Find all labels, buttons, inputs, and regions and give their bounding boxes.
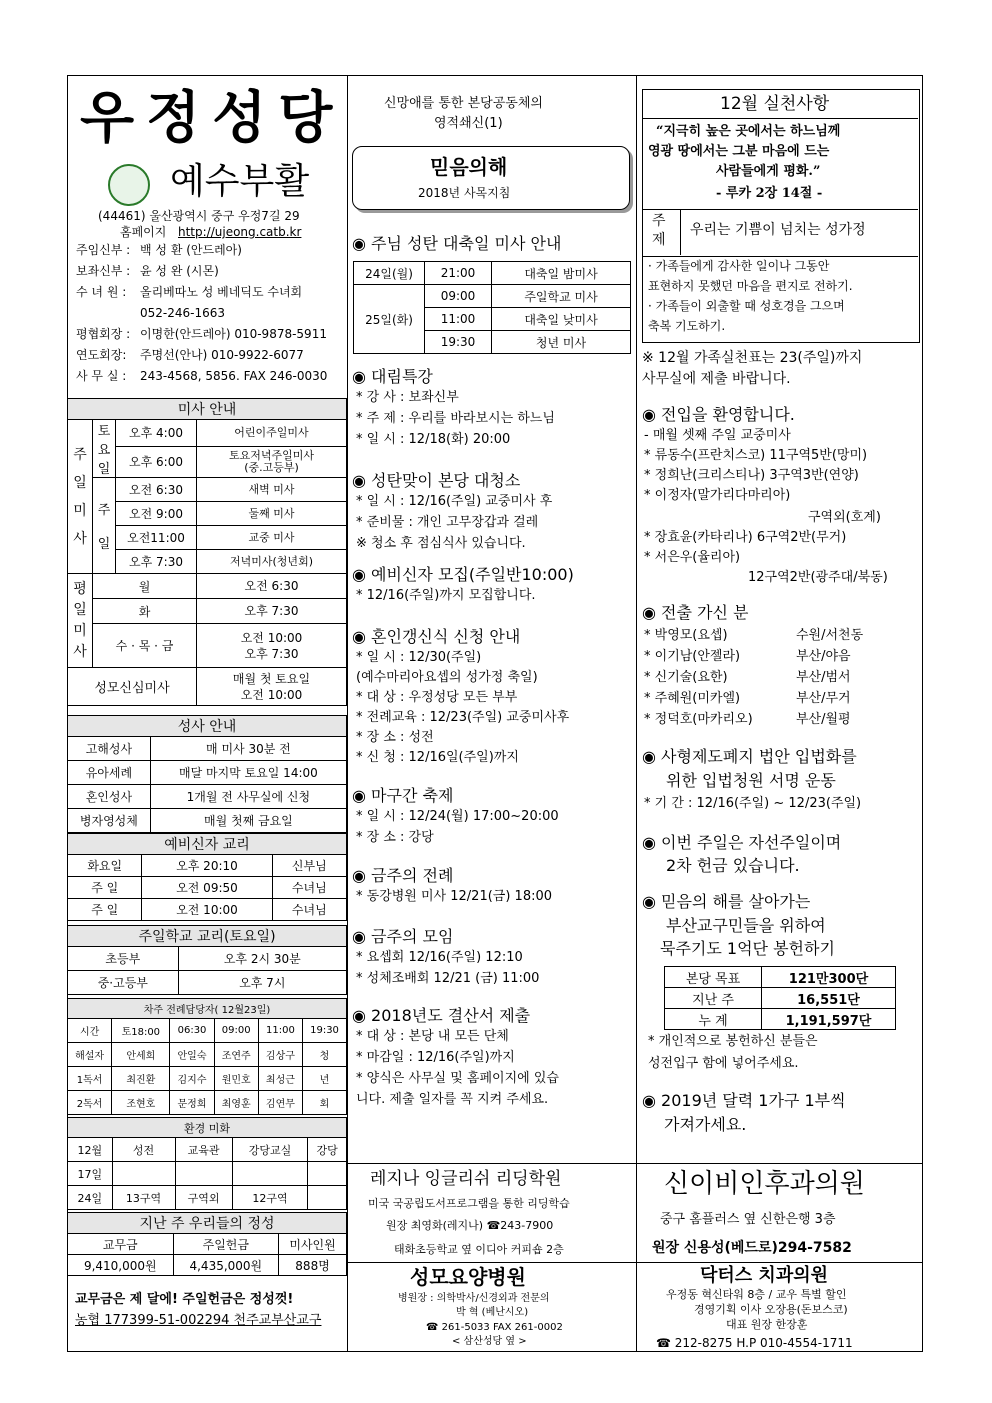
table-row [68,1213,347,1234]
column-divider [347,75,348,1352]
quote-line3: 사람들에게 평화.” [716,164,821,179]
section-title: ◉ 주님 성탄 대축일 미사 안내 [352,234,562,253]
table-cell: 최영훈 [214,1091,258,1115]
ad-clinic-line: 원장 신용성(베드로)294-7582 [652,1240,852,1256]
table-row [68,716,347,737]
sacrament-table [67,715,347,833]
section-line: * 마감일 : 12/16(주일)까지 [356,1050,515,1065]
ad-clinic-title: 신이비인후과의원 [664,1169,865,1199]
table-title: 차주 전례담당자( 12월23일) [68,999,347,1019]
table-row [68,999,347,1019]
year-subtitle: 2018년 사목지침 [418,186,511,200]
table-cell: 주 일 [68,899,142,921]
table-row [68,1162,347,1186]
table-header: 11:00 [258,1019,302,1043]
submit-notice: ※ 12월 가족실천표는 23(주일)까지 [642,350,863,366]
table-row [68,1043,347,1067]
table-row [68,1118,347,1138]
table-cell: 수녀님 [272,899,346,921]
ad-hospital-line: < 삼산성당 옆 > [452,1336,527,1347]
ad-hospital-line: 박 혁 (베난시오) [456,1307,529,1318]
year-title: 믿음의해 [430,155,508,179]
homepage-label: 홈페이지 [120,225,167,239]
staff-role: 수 녀 원 : [76,285,127,299]
section-line: * 성체조배회 12/21 (금) 11:00 [356,971,540,986]
table-cell: 조현호 [112,1091,170,1115]
liturgy-table [67,998,347,1115]
table-title: 환경 미화 [68,1118,347,1138]
table-cell: 초등부 [68,947,179,971]
table-row [68,899,347,921]
table-row [68,624,347,668]
table-row [68,478,347,502]
table-cell: 혼인성사 [68,785,151,809]
table-cell: 오후 20:10 [142,855,272,877]
column-divider [636,75,637,1352]
section-line: * 요셉회 12/16(주일) 12:10 [356,950,523,965]
table-cell: 오전 10:00 [142,899,272,921]
christmas-mass-table [353,261,631,354]
staff-name: 올리베따노 성 베네딕도 수녀회 [140,285,303,299]
table-cell: 오전 09:50 [142,877,272,899]
mass-name: 어린이주일미사 [197,420,347,447]
mass-name: 교중 미사 [197,526,347,550]
table-cell: 17일 [68,1162,113,1186]
table-row [68,1255,347,1276]
table-cell: 지난 주 [665,988,762,1009]
practice-line: 축복 기도하기. [648,319,726,333]
table-header: 미사인원 [279,1234,347,1255]
table-cell: 년 [303,1067,347,1091]
special-mass-time: 매월 첫 토요일 오전 10:00 [197,668,347,706]
address: (44461) 울산광역시 중구 우정7길 29 [98,209,300,223]
weekday-day: 화 [93,599,197,624]
table-cell: 고해성사 [68,737,151,761]
table-row [68,737,347,761]
section-title: ◉ 혼인갱신식 신청 안내 [352,627,521,646]
table-row [68,574,347,599]
section-line: * 신 청 : 12/16일(주일)까지 [356,750,519,765]
section-line: * 대 상 : 우정성당 모든 부부 [356,690,518,705]
moved-place: 부산/무거 [796,691,851,706]
section-title: ◉ 2018년도 결산서 제출 [352,1006,531,1025]
table-cell: 최진환 [112,1067,170,1091]
staff-name: 이명한(안드레아) 010-9878-5911 [140,327,327,341]
theme-text: 우리는 기쁨이 넘치는 성가정 [690,222,866,238]
ad-dental-line: 우정동 혁신타워 8층 / 교우 특별 할인 [666,1288,847,1301]
parish-title: 우정성당 [80,85,345,151]
table-row [68,1091,347,1115]
section-line: * 일 시 : 12/24(월) 17:00~20:00 [356,809,559,824]
section-title: ◉ 대림특강 [352,367,433,386]
table-row [68,877,347,899]
submit-notice: 사무실에 제출 바랍니다. [642,371,791,387]
table-cell: 16,551단 [762,988,896,1009]
weekday-mass-label: 평 일 미 사 [68,574,93,668]
table-row [68,1019,347,1043]
table-header: 강당 [308,1138,347,1162]
table-row [68,926,347,947]
table-row [68,971,347,995]
section-line: * 양식은 사무실 및 홈페이지에 있습 [356,1071,559,1086]
homepage-link[interactable]: http://ujeong.catb.kr [178,225,302,239]
table-cell: 11:00 [425,308,492,331]
section-title: ◉ 2019년 달력 1가구 1부씩 [642,1091,846,1110]
table-cell: 19:30 [425,331,492,354]
table-header: 토18:00 [112,1019,170,1043]
table-cell: 24일(월) [354,262,425,285]
mass-time: 오전11:00 [116,526,197,550]
section-line: * 장 소 : 강당 [356,830,434,845]
section-line: * 동강병원 미사 12/21(금) 18:00 [356,889,553,904]
table-header: 09:00 [214,1019,258,1043]
welcome-line: * 류동수(프란치스코) 11구역5반(망미) [644,448,868,463]
table-title: 지난 주 우리들의 정성 [68,1213,347,1234]
section-line: * 준비물 : 개인 고무장갑과 걸레 [356,515,539,530]
ad-academy-line: 미국 국공립도서프로그램을 통한 리딩학습 [368,1197,570,1210]
table-title: 주일학교 교리(토요일) [68,926,347,947]
ad-clinic-line: 중구 홈플러스 옆 신한은행 3층 [660,1212,836,1227]
divider [642,118,918,119]
section-title: 부산교구민들을 위하여 [666,916,826,935]
cleaning-table [67,1117,347,1210]
table-cell: 김지수 [170,1067,214,1091]
section-line: * 일 시 : 12/30(주일) [356,650,482,665]
offering-table [67,1212,347,1276]
theme-line1: 신망애를 통한 본당공동체의 [384,96,543,111]
ad-academy-title: 레지나 잉글리쉬 리딩학원 [370,1169,562,1189]
table-header: 시간 [68,1019,112,1043]
table-cell: 1,191,597단 [762,1009,896,1030]
table-cell: 조연주 [214,1043,258,1067]
ad-dental-line: ☎ 212-8275 H.P 010-4554-1711 [656,1336,853,1350]
moved-place: 부산/야음 [796,649,851,664]
ad-dental-line: 대표 원장 한장훈 [726,1318,808,1331]
mass-time: 오후 6:00 [116,446,197,477]
table-row [68,1067,347,1091]
moved-name: * 주혜원(미카엘) [644,691,741,706]
table-title: 예비신자 교리 [68,834,347,855]
section-title: 2차 헌금 있습니다. [666,856,800,875]
brand-text: 예수부활 [170,161,310,202]
staff-name: 백 성 환 (안드레아) [140,243,242,257]
theme-line2: 영적쇄신(1) [434,116,503,131]
staff-name: 052-246-1663 [140,306,226,320]
moved-name: * 신기술(요한) [644,670,728,685]
table-cell: 주일학교 미사 [492,285,631,308]
mass-time: 오후 4:00 [116,420,197,447]
table-cell [232,1162,308,1186]
weekday-day: 수 · 목 · 금 [93,624,197,668]
staff-name: 주명선(안나) 010-9922-6077 [140,348,304,362]
mass-name: 새벽 미사 [197,478,347,502]
ad-dental-title: 닥터스 치과의원 [700,1265,828,1286]
table-cell: 청년 미사 [492,331,631,354]
table-header: 19:30 [303,1019,347,1043]
ad-dental-line: 경영기획 이사 오장용(돈보스코) [694,1303,848,1316]
table-cell: 주 일 [68,877,142,899]
section-title: ◉ 이번 주일은 자선주일이며 [642,833,842,852]
table-header: 성전 [112,1138,175,1162]
table-title: 성사 안내 [68,716,347,737]
section-title: ◉ 금주의 모임 [352,927,454,946]
sunday-school-table [67,925,347,995]
welcome-line: 12구역2반(광주대/북동) [748,570,888,585]
section-line: * 일 시 : 12/18(화) 20:00 [356,432,511,447]
table-row [68,420,347,447]
weekday-time: 오전 6:30 [197,574,347,599]
section-line: ※ 청소 후 점심식사 있습니다. [356,536,526,551]
moved-name: * 정덕호(마카리오) [644,712,753,727]
section-title: 묵주기도 1억단 봉헌하기 [660,939,835,958]
table-cell: 안세희 [112,1043,170,1067]
mass-time: 오전 9:00 [116,502,197,526]
table-row [68,668,347,706]
staff-role: 연도회장: [76,348,127,362]
section-title: ◉ 예비신자 모집(주일반10:00) [352,565,574,584]
table-row [68,834,347,855]
table-cell: 1독서 [68,1067,112,1091]
table-cell: 해설자 [68,1043,112,1067]
section-line: * 전례교육 : 12/23(주일) 교중미사후 [356,710,570,725]
catechumen-table [67,833,347,921]
table-cell: 회 [303,1091,347,1115]
section-line: * 일 시 : 12/16(주일) 교중미사 후 [356,494,553,509]
table-row [68,855,347,877]
table-cell: 13구역 [112,1186,175,1210]
table-row [68,1186,347,1210]
table-row [68,599,347,624]
table-cell: 병자영성체 [68,809,151,833]
staff-role: 보좌신부 : [76,264,131,278]
table-cell: 매 미사 30분 전 [150,737,346,761]
table-cell: 25일(화) [354,285,425,354]
table-row [68,1138,347,1162]
practice-line: · 가족들이 외출할 때 성호경을 그으며 [648,299,845,313]
table-cell: 9,410,000원 [68,1255,174,1276]
table-cell: 4,435,000원 [173,1255,279,1276]
weekday-time: 오후 7:30 [197,599,347,624]
table-title: 미사 안내 [68,399,347,420]
weekday-day: 월 [93,574,197,599]
table-cell [175,1162,232,1186]
table-cell: 121만300단 [762,967,896,988]
table-header: 12월 [68,1138,113,1162]
section-line: * 12/16(주일)까지 모집합니다. [356,588,536,603]
table-cell: 문정희 [170,1091,214,1115]
divider [680,209,681,255]
table-cell: 09:00 [425,285,492,308]
table-row [68,785,347,809]
mass-name: 저녁미사(청년회) [197,550,347,574]
table-row [68,947,347,971]
table-cell [308,1162,347,1186]
moved-place: 부산/월평 [796,712,851,727]
rosary-table [664,966,896,1030]
table-cell [112,1162,175,1186]
table-cell [308,1186,347,1210]
table-cell: 1개월 전 사무실에 신청 [150,785,346,809]
welcome-line: * 장효윤(카타리나) 6구역2반(무거) [644,530,847,545]
table-row [665,988,896,1009]
theme-label: 주제 [652,213,666,248]
table-header: 교육관 [175,1138,232,1162]
rosary-note: 성전입구 함에 넣어주세요. [648,1056,799,1071]
welcome-line: 구역외(호계) [808,510,881,525]
section-line: * 장 소 : 성전 [356,730,434,745]
staff-name: 윤 성 완 (시몬) [140,264,219,278]
table-cell: 12구역 [232,1186,308,1210]
saturday-label: 토 요 일 [93,420,116,478]
weekday-time: 오전 10:00 오후 7:30 [197,624,347,668]
rosary-note: * 개인적으로 봉헌하신 분들은 [648,1034,818,1049]
practice-line: 표현하지 못했던 마음을 편지로 전하기. [648,279,853,293]
table-cell: 구역외 [175,1186,232,1210]
table-cell: 오후 7시 [178,971,346,995]
welcome-line: * 이정자(말가리다마리아) [644,488,791,503]
table-cell: 2독서 [68,1091,112,1115]
staff-name: 243-4568, 5856. FAX 246-0030 [140,369,328,383]
bank-account: 농협 177399-51-002294 천주교부산교구 [75,1313,322,1328]
mass-time: 오후 7:30 [116,550,197,574]
section-line: 니다. 제출 일자를 꼭 지켜 주세요. [356,1092,549,1107]
staff-role: 사 무 실 : [76,369,127,383]
section-title: ◉ 금주의 전례 [352,866,454,885]
table-cell: 24일 [68,1186,113,1210]
ad-academy-line: 원장 최영화(레지나) ☎243-7900 [386,1219,554,1232]
table-row [354,262,631,285]
ad-hospital-line: ☎ 261-5033 FAX 261-0002 [426,1322,563,1333]
section-line: * 대 상 : 본당 내 모든 단체 [356,1029,509,1044]
section-title: 위한 입법청원 서명 운동 [666,771,836,790]
table-header: 교무금 [68,1234,174,1255]
section-title: ◉ 전입을 환영합니다. [642,405,795,424]
table-cell: 김연무 [258,1091,302,1115]
parish-logo-icon [108,164,150,206]
welcome-line: * 정희난(크리스티나) 3구역3반(연양) [644,468,859,483]
table-cell: 김상구 [258,1043,302,1067]
quote-line1: “지극히 높은 곳에서는 하느님께 [656,124,841,139]
table-cell: 중·고등부 [68,971,179,995]
special-mass-label: 성모신심미사 [68,668,197,706]
mass-table [67,398,347,706]
practice-line: · 가족들에게 감사한 일이나 그동안 [648,259,830,273]
welcome-line: * 서은우(율리아) [644,550,741,565]
table-cell: 화요일 [68,855,142,877]
ad-hospital-line: 병원장 : 의학박사/신경외과 전문의 [398,1293,550,1304]
welcome-line: - 매월 셋째 주일 교중미사 [644,428,791,443]
mass-name: 둘째 미사 [197,502,347,526]
ad-hospital-title: 성모요양병원 [410,1265,526,1289]
table-cell: 대축일 밤미사 [492,262,631,285]
ad-academy-line: 태화초등학교 옆 이디아 커피숍 2층 [394,1243,564,1256]
divider [347,1163,923,1164]
table-cell: 신부님 [272,855,346,877]
section-title: ◉ 마구간 축제 [352,786,454,805]
table-row [68,1234,347,1255]
moved-name: * 이기남(안젤라) [644,649,741,664]
practice-title: 12월 실천사항 [720,94,830,114]
section-title: ◉ 믿음의 해를 살아가는 [642,892,811,911]
table-row [68,399,347,420]
quote-line2: 영광 땅에서는 그분 마음에 드는 [648,144,830,159]
section-line: (예수마리아요셉의 성가정 축일) [356,670,538,685]
table-row [68,761,347,785]
sunday-mass-label: 주 일 미 사 [68,420,93,574]
table-cell: 오후 2시 30분 [178,947,346,971]
offering-slogan: 교무금은 제 달에! 주일헌금은 정성껏! [75,1292,294,1307]
table-row [354,285,631,308]
section-title: ◉ 전출 가신 분 [642,603,749,622]
staff-role: 주임신부 : [76,243,131,257]
staff-role: 평협회장 : [76,327,131,341]
table-cell: 안일숙 [170,1043,214,1067]
mass-name: 토요저녁주일미사 (중.고등부) [197,446,347,477]
table-cell: 본당 목표 [665,967,762,988]
sunday-label: 주 일 [93,478,116,574]
moved-place: 부산/범서 [796,670,851,685]
section-title: ◉ 성탄맞이 본당 대청소 [352,471,521,490]
table-cell: 매달 마지막 토요일 14:00 [150,761,346,785]
moved-name: * 박영모(요셉) [644,628,728,643]
table-header: 강당교실 [232,1138,308,1162]
table-cell: 유아세례 [68,761,151,785]
section-line: * 강 사 : 보좌신부 [356,390,459,405]
table-row [665,1009,896,1030]
table-header: 주일헌금 [173,1234,279,1255]
divider [347,1262,923,1263]
table-cell: 수녀님 [272,877,346,899]
table-cell: 최성근 [258,1067,302,1091]
section-line: * 주 제 : 우리를 바라보시는 하느님 [356,411,555,426]
table-cell: 원민호 [214,1067,258,1091]
table-row [68,809,347,833]
table-cell: 대축일 낮미사 [492,308,631,331]
quote-source: - 루카 2장 14절 - [716,186,823,201]
section-title: 가져가세요. [664,1115,747,1134]
table-cell: 매월 첫째 금요일 [150,809,346,833]
table-row [665,967,896,988]
section-title: ◉ 사형제도폐지 법안 입법화를 [642,747,857,766]
table-cell: 888명 [279,1255,347,1276]
table-cell: 누 계 [665,1009,762,1030]
table-cell: 21:00 [425,262,492,285]
moved-place: 수원/서천동 [796,628,864,643]
mass-time: 오전 6:30 [116,478,197,502]
section-line: * 기 간 : 12/16(주일) ~ 12/23(주일) [644,796,862,811]
table-cell: 청 [303,1043,347,1067]
table-header: 06:30 [170,1019,214,1043]
